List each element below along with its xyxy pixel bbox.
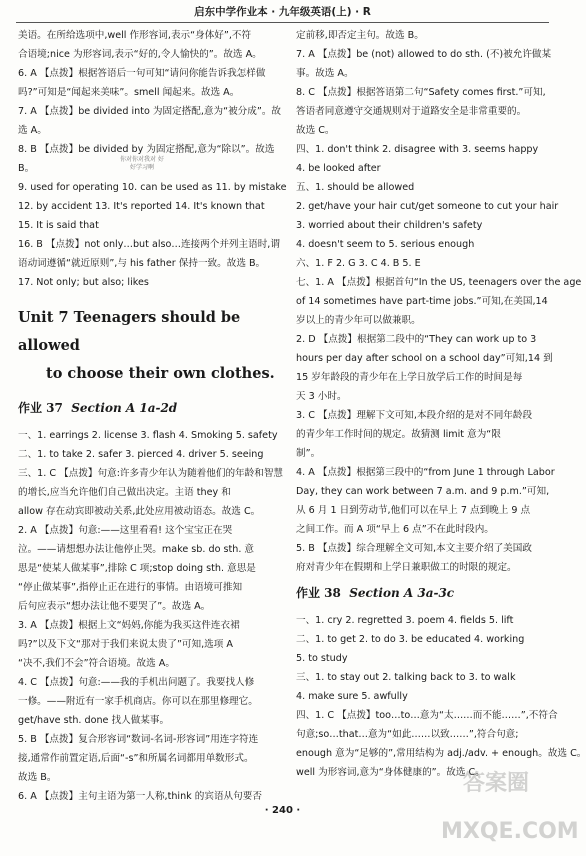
section-name: Section A 3a-3c [349,586,455,600]
answer-line: 天 3 小时。 [296,391,347,402]
section-heading-38 [296,581,550,605]
answer-line: Day, they can work between 7 a.m. and 9 p.m.”可知, [296,486,550,497]
answer-line: B。 [18,163,35,174]
answer-line: 合语境;nice 为形容词,表示“好的,令人愉快的”。故选 A。 [18,49,262,60]
answer-line: 4. C 【点拨】句意:——我的手机出问题了。我要找人修 [18,677,255,688]
answer-line: 故选 B。 [18,772,57,783]
answer-line: 3. A 【点拨】根据上文“妈妈,你能为我买这件连衣裙 [18,620,240,631]
answer-line: 思是“使某人做某事”,排除 C 项;stop doing sth. 意思是 [18,563,256,574]
answer-line: 三、1. to stay out 2. talking back to 3. to walk [296,672,516,683]
answer-line: 2. D 【点拨】根据第二段中的“They can work up to 3 [296,334,537,345]
answer-line: 2. get/have your hair cut/get someone to cut your hair [296,201,559,212]
answer-line: 语动词遵循“就近原则”,与 his father 保持一致。故选 B。 [18,258,266,269]
left-answers-bottom [18,426,284,806]
answer-line: 8. C 【点拨】根据答语第二句“Safety comes first.”可知, [296,87,546,98]
answer-line: well 为形容词,意为“身体健康的”。故选 C。 [296,767,485,778]
answer-line: 句意;so…that…意为“如此……以致……”,符合句意; [296,729,519,740]
answer-line: 7. A 【点拨】be (not) allowed to do sth. (不)被允许做某 [296,49,552,60]
answer-line: 的青少年工作时间的规定。故猜测 limit 意为“限 [296,429,501,440]
answer-line: 吗?”可知是“闻起来美味”。smell 闻起来。故选 A。 [18,87,240,98]
answer-line: 15 岁年龄段的青少年在上学日放学后工作的时间是每 [296,372,523,383]
unit-title-line-1: Unit 7 Teenagers should be allowed [18,309,241,354]
watermark-logo: 答案圈 MXQE.COM [441,771,579,844]
answer-line: 5. B 【点拨】复合形容词“数词-名词-形容词”用连字符连 [18,734,259,745]
answer-line: 二、1. to get 2. to do 3. be educated 4. working [296,634,525,645]
answer-line: hours per day after school on a school day”可知,14 到 [296,353,553,364]
answer-line: 四、1. C 【点拨】too…to…意为“太……而不能……”,不符合 [296,710,558,721]
answer-line: 15. It is said that [18,220,99,231]
answer-line: 从 6 月 1 日到劳动节,他们可以在早上 7 点到晚上 9 点 [296,505,531,516]
answer-line: 制”。 [296,448,321,459]
homework-number: 作业 38 [296,586,341,600]
answer-line: 三、1. C 【点拨】句意:许多青少年认为随着他们的年龄和智慧 [18,468,284,479]
answer-line: 4. doesn't seem to 5. serious enough [296,239,475,250]
answer-line: 吗?”以及下文“那对于我们来说太贵了”可知,选项 A [18,639,233,650]
homework-number: 作业 37 [18,401,63,415]
answer-line: 府对青少年在假期和上学日兼职做工的时限的规定。 [296,562,517,573]
answer-line: 定前移,即否定主句。故选 B。 [296,30,424,41]
answer-line: 二、1. to take 2. safer 3. pierced 4. driver 5. seeing [18,449,264,460]
answer-line: 5. to study [296,653,348,664]
answer-line: 6. A 【点拨】根据答语后一句可知“请问你能告诉我怎样做 [18,68,266,79]
page-number: · 240 · [264,805,301,816]
answer-line: 4. make sure 5. awfully [296,691,408,702]
answer-line: 七、1. A 【点拨】根据首句“In the US, teenagers over the age [296,277,582,288]
answer-line: 3. C 【点拨】理解下文可知,本段介绍的是对不同年龄段 [296,410,533,421]
answer-line: 岁以上的青少年可以做兼职。 [296,315,421,326]
answer-line: 选 A。 [18,125,47,136]
answer-line: “决不,我们不会”符合语境。故选 A。 [18,658,175,669]
answer-line: 5. B 【点拨】综合理解全文可知,本文主要介绍了美国政 [296,543,532,554]
page-header: 启东中学作业本 · 九年级英语(上) · R [194,6,371,18]
answer-line: 事。故选 A。 [296,68,354,79]
answer-line: 故选 C。 [296,125,335,136]
answer-line: 17. Not only; but also; likes [18,277,149,288]
answer-line: 接,通常作前置定语,后面“-s”和所属名词都用单数形式。 [18,753,254,764]
answer-line: 四、1. don't think 2. disagree with 3. seems happy [296,144,539,155]
answer-line: 12. by accident 13. It's reported 14. It's known that [18,201,265,212]
answer-line: allow 存在动宾即被动关系,此处应用被动语态。故选 C。 [18,506,261,517]
unit-title-line-2: to choose their own clothes. [46,365,275,382]
answer-line: 9. used for operating 10. can be used as 11. by mistake [18,182,287,193]
answer-line: 泣。——请想想办法让他停止哭。make sb. do sth. 意 [18,544,255,555]
stamp-image: 你对你对我对 好好学习啊 [120,156,164,171]
section-heading-37 [18,396,280,420]
answer-line: 美语。在所给选项中,well 作形容词,表示“身体好”,不符 [18,30,252,41]
right-column [296,26,586,782]
answer-line: enough 意为“足够的”,常用结构为 adj./adv. + enough。故选 C。 [296,748,586,759]
answer-line: 之间工作。而 A 项“早上 6 点”不在此时段内。 [296,524,494,535]
answer-line: 6. A 【点拨】主句主语为第一人称,think 的宾语从句要否 [18,791,262,802]
answer-line: 六、1. F 2. G 3. C 4. B 5. E [296,258,421,269]
answer-line: 一修。——附近有一家手机商店。你可以在那里修理它。 [18,696,258,707]
answer-line: of 14 sometimes have part-time jobs.”可知,在美国,14 [296,296,548,307]
answer-line: 4. be looked after [296,163,381,174]
answer-line: 8. B 【点拨】be divided by 为固定搭配,意为“除以”。故选 [18,144,275,155]
answer-line: 一、1. cry 2. regretted 3. poem 4. fields 5. lift [296,615,514,626]
answer-line: get/have sth. done 找人做某事。 [18,715,170,726]
answer-line: “停止做某事”,指停止正在进行的事情。由语境可推知 [18,582,243,593]
section-name: Section A 1a-2d [71,401,178,415]
header-rule [16,22,549,23]
answer-line: 16. B 【点拨】not only…but also…连接两个并列主语时,谓 [18,239,280,250]
right-answers-bottom [296,611,586,782]
answer-line: 一、1. earrings 2. license 3. flash 4. Smoking 5. safety [18,430,278,441]
answer-line: 7. A 【点拨】be divided into 为固定搭配,意为“被分成”。故 [18,106,282,117]
answer-line: 3. worried about their children's safety [296,220,483,231]
answer-line: 4. A 【点拨】根据第三段中的“from June 1 through Labor [296,467,555,478]
answer-line: 后句应表示“想办法让他不要哭了”。故选 A。 [18,601,211,612]
unit-title [18,304,280,388]
answer-line: 2. A 【点拨】句意:——这里看看! 这个宝宝正在哭 [18,525,233,536]
answer-line: 五、1. should be allowed [296,182,415,193]
right-answers-top [296,26,582,577]
answer-line: 的增长,应当允许他们自己做出决定。主语 they 和 [18,487,231,498]
left-column [18,26,287,806]
answer-line: 答语者同意遵守交通规则对于道路安全是非常重要的。 [296,106,527,117]
